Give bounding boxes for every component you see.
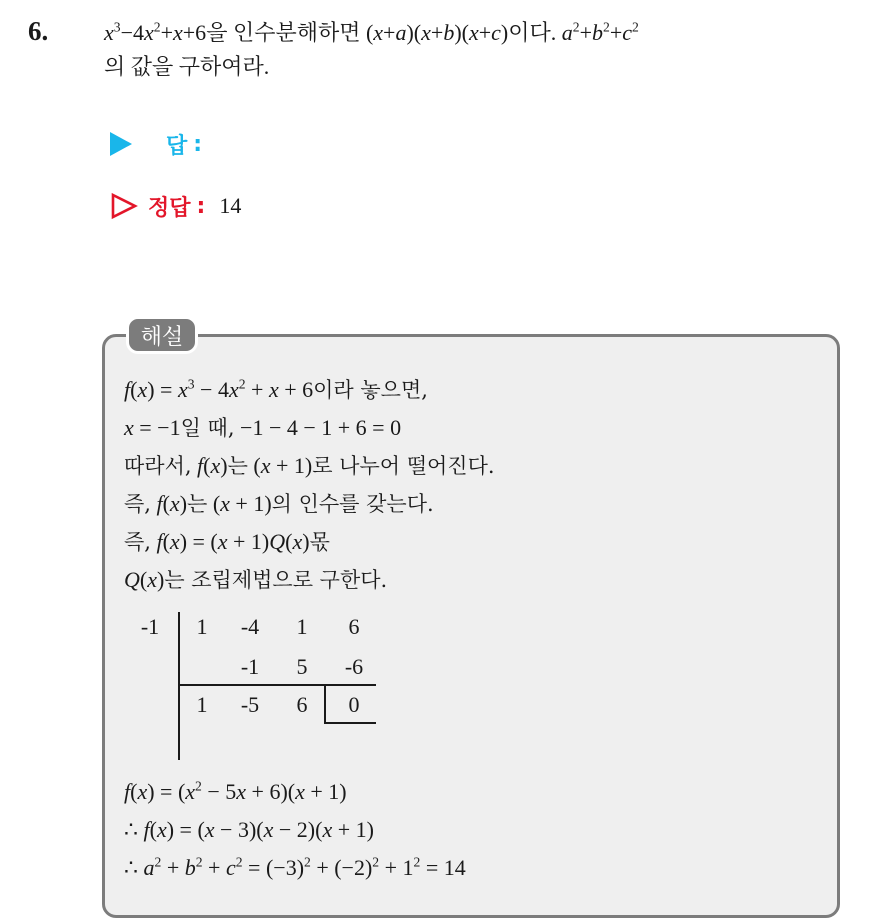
row1-cell-3: 1	[296, 614, 308, 639]
remainder: 0	[348, 692, 360, 717]
solution-line-9: ∴ $a^2 + b^2 + c^2 = (-3)^2 + (-2)^2 + 1^2 = 14$	[124, 854, 466, 880]
solution-tag: 해설	[126, 316, 198, 354]
row1-cell-4: 6	[348, 614, 360, 639]
row2-cell-3: 5	[296, 654, 308, 679]
solution-line-1: $f(x) = x^3 - 4x^2 + x + 6$이라 놓으면,	[124, 376, 428, 402]
play-triangle-icon	[110, 132, 132, 156]
solution-line-3: 따라서, f(x)는 (x + 1)로 나누어 떨어진다.	[124, 453, 495, 478]
outline-triangle-icon	[110, 192, 138, 220]
correct-answer-label: 정답	[148, 195, 191, 221]
problem-statement: $x^3-4x^2+x+6$을 인수분해하면 (x+a)(x+b)(x+c)이다. $a^2+b^2+c^2$ 의 값을 구하여라.	[104, 19, 639, 79]
solution-line-7: $f(x) = (x^2 - 5x + 6)(x + 1)$	[124, 778, 347, 804]
solution-line-2: x = −1일 때, −1 − 4 − 1 + 6 = 0	[124, 415, 402, 440]
answer-label: 답	[166, 133, 188, 159]
answer-colon: :	[193, 131, 203, 157]
correct-answer-row	[110, 188, 241, 224]
row1-cell-2: -4	[240, 614, 260, 639]
row3-cell-2: -5	[240, 692, 260, 717]
statement-prefix: 을 인수분해하면	[206, 20, 361, 45]
divisor: -1	[140, 614, 160, 639]
remainder-box-vertical	[324, 686, 326, 724]
solution-line-5: 즉, f(x) = (x + 1)Q(x)몫	[124, 529, 330, 554]
remainder-box-horizontal	[324, 722, 376, 724]
row1-cell-1: 1	[196, 614, 208, 639]
row3-cell-3: 6	[296, 692, 308, 717]
answer-row	[110, 126, 202, 162]
solution-line-8: ∴ f(x) = (x − 3)(x − 2)(x + 1)	[124, 817, 374, 842]
row3-cell-1: 1	[196, 692, 208, 717]
row2-cell-2: -1	[240, 654, 260, 679]
correct-answer-colon: :	[196, 193, 206, 219]
statement-mid: 이다.	[508, 20, 557, 45]
row2-cell-4: -6	[344, 654, 364, 679]
problem-number: 6.	[28, 16, 49, 46]
division-horizontal-line	[178, 684, 376, 686]
statement-line2: 의 값을 구하여라.	[104, 54, 270, 79]
division-vertical-line	[178, 612, 180, 760]
solution-line-6: Q(x)는 조립제법으로 구한다.	[124, 567, 388, 592]
solution-line-4: 즉, f(x)는 (x + 1)의 인수를 갖는다.	[124, 491, 434, 516]
correct-answer-value: 14	[219, 193, 242, 218]
